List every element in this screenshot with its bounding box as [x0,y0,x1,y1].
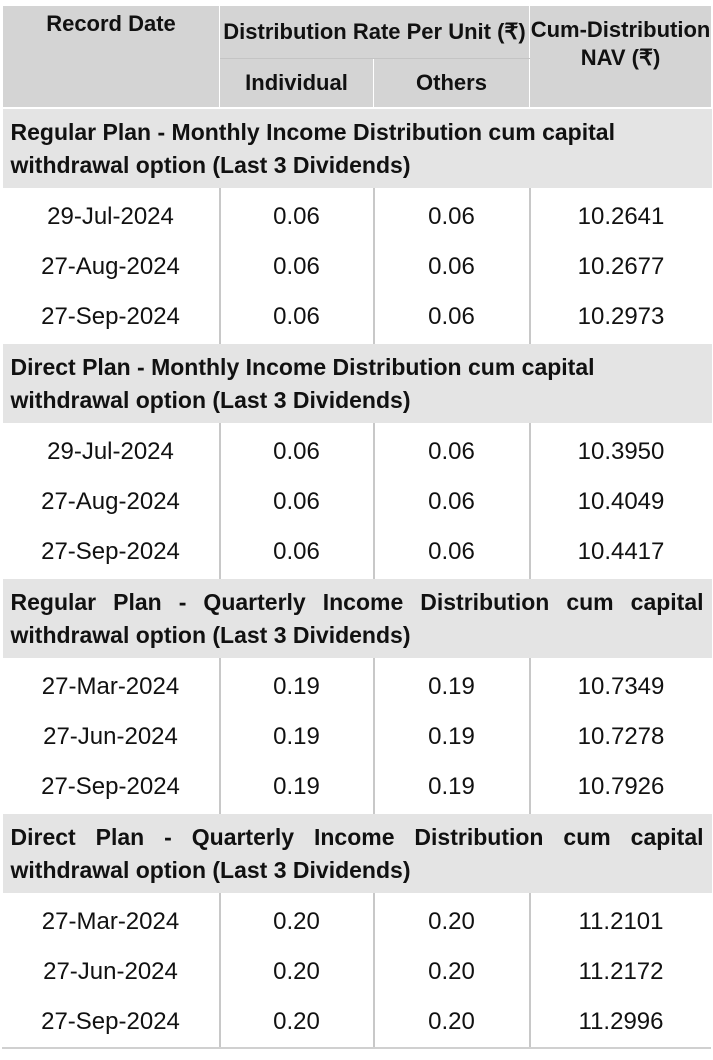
others-rate-cell: 0.06 [374,188,530,242]
individual-rate-cell: 0.20 [220,997,374,1047]
record-date-cell: 27-Jun-2024 [3,947,220,997]
record-date-cell: 27-Aug-2024 [3,242,220,292]
distribution-history-table [2,6,712,1047]
distribution-history-table-wrapper [2,6,711,1049]
section-title-row [3,343,712,423]
individual-rate-cell: 0.20 [220,893,374,947]
section-direct-quarterly [3,813,712,1047]
table-row [3,527,712,578]
nav-cell: 10.2677 [530,242,712,292]
table-row [3,477,712,527]
individual-rate-cell: 0.19 [220,762,374,813]
nav-cell: 11.2172 [530,947,712,997]
nav-cell: 11.2996 [530,997,712,1047]
individual-rate-cell: 0.06 [220,477,374,527]
section-title: Regular Plan - Quarterly Income Distribution cum capital withdrawal option (Last 3 Dividends) [3,578,712,658]
record-date-cell: 29-Jul-2024 [3,188,220,242]
nav-cell: 10.4417 [530,527,712,578]
table-row [3,242,712,292]
table-row [3,188,712,242]
nav-cell: 10.2973 [530,292,712,343]
individual-rate-cell: 0.19 [220,658,374,712]
others-rate-cell: 0.20 [374,893,530,947]
record-date-cell: 29-Jul-2024 [3,423,220,477]
individual-rate-cell: 0.19 [220,712,374,762]
record-date-cell: 27-Aug-2024 [3,477,220,527]
others-rate-cell: 0.19 [374,658,530,712]
others-rate-cell: 0.06 [374,423,530,477]
others-rate-cell: 0.06 [374,527,530,578]
record-date-cell: 27-Sep-2024 [3,997,220,1047]
section-title-row [3,108,712,188]
nav-cell: 10.2641 [530,188,712,242]
others-rate-cell: 0.19 [374,712,530,762]
individual-rate-cell: 0.06 [220,188,374,242]
nav-cell: 10.7349 [530,658,712,712]
section-regular-monthly [3,108,712,343]
individual-rate-cell: 0.06 [220,292,374,343]
nav-cell: 10.7926 [530,762,712,813]
others-rate-cell: 0.20 [374,947,530,997]
table-row [3,997,712,1047]
section-title: Regular Plan - Monthly Income Distribution cum capital withdrawal option (Last 3 Dividends) [3,108,712,188]
record-date-header: Record Date [3,6,220,108]
section-title: Direct Plan - Quarterly Income Distribution cum capital withdrawal option (Last 3 Dividends) [3,813,712,893]
record-date-cell: 27-Sep-2024 [3,762,220,813]
table-header [3,6,712,108]
section-direct-monthly [3,343,712,578]
nav-cell: 10.7278 [530,712,712,762]
others-header: Others [374,59,530,109]
record-date-cell: 27-Jun-2024 [3,712,220,762]
individual-rate-cell: 0.20 [220,947,374,997]
table-bottom-border [2,1047,711,1049]
section-title-row [3,813,712,893]
nav-cell: 11.2101 [530,893,712,947]
individual-rate-cell: 0.06 [220,242,374,292]
nav-cell: 10.4049 [530,477,712,527]
table-row [3,893,712,947]
distribution-rate-header: Distribution Rate Per Unit (₹) [220,6,530,59]
individual-rate-cell: 0.06 [220,423,374,477]
others-rate-cell: 0.20 [374,997,530,1047]
table-row [3,423,712,477]
record-date-cell: 27-Mar-2024 [3,893,220,947]
cum-distribution-nav-header [530,6,712,108]
nav-cell: 10.3950 [530,423,712,477]
individual-rate-cell: 0.06 [220,527,374,578]
table-row [3,947,712,997]
nav-label: NAV (₹) [580,44,661,70]
others-rate-cell: 0.06 [374,292,530,343]
table-row [3,292,712,343]
section-regular-quarterly [3,578,712,813]
table-row [3,762,712,813]
section-title-row [3,578,712,658]
table-row [3,658,712,712]
record-date-cell: 27-Mar-2024 [3,658,220,712]
cum-distribution-label: Cum-Distribution [530,16,711,42]
section-title: Direct Plan - Monthly Income Distribution cum capital withdrawal option (Last 3 Dividends) [3,343,712,423]
others-rate-cell: 0.06 [374,477,530,527]
record-date-cell: 27-Sep-2024 [3,292,220,343]
others-rate-cell: 0.06 [374,242,530,292]
individual-header: Individual [220,59,374,109]
table-row [3,712,712,762]
record-date-cell: 27-Sep-2024 [3,527,220,578]
others-rate-cell: 0.19 [374,762,530,813]
